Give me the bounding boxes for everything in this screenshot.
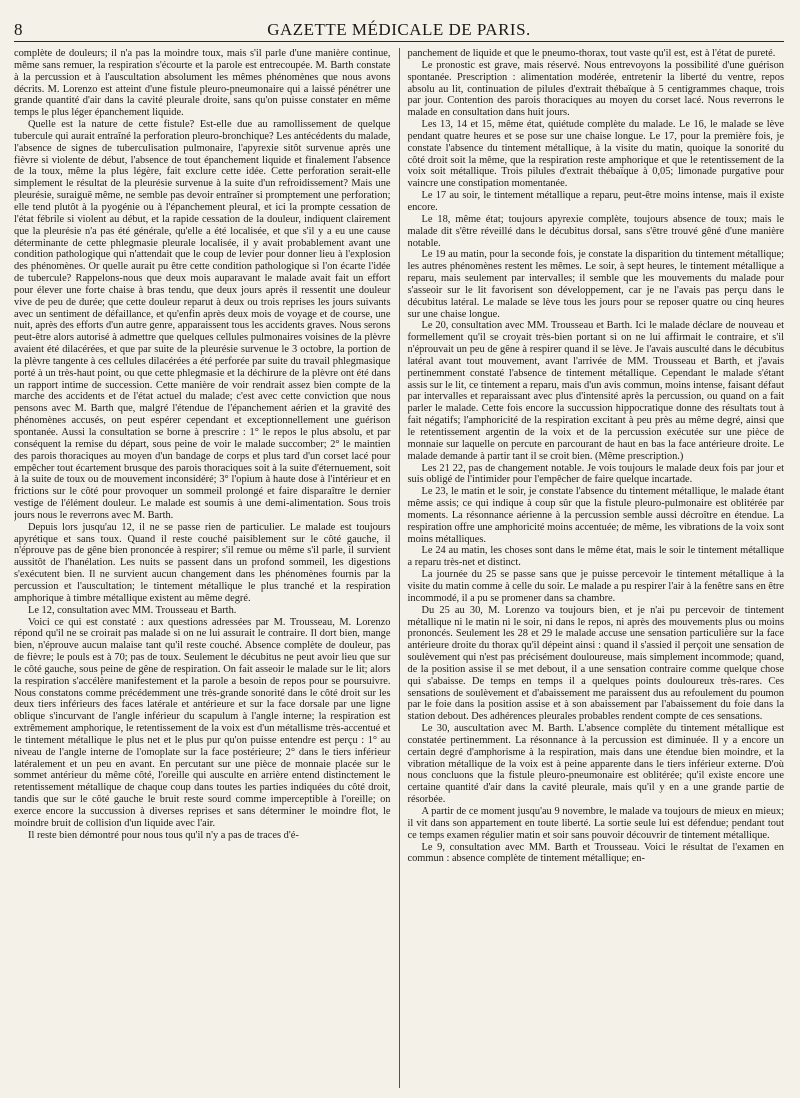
paragraph: Le 12, consultation avec MM. Trousseau et Barth. [28,604,237,616]
paragraph: Depuis lors jusqu'au 12, il ne se passe rien de particulier. Le malade est toujours apyrétique et sans toux. Quand il reste couché paisiblement sur le côté gauche, il n'éprouve pas de gêne bien prononcée à respirer; s'il remue ou même s'il parle, il survient aussitôt de l'hanélation. Les nuits se passent dans un profond sommeil, les digestions s'exécutent bien. Il ne survient aucun changement dans les phénomènes fournis par la percussion et l'auscultation; le tintement métallique le plus tranché et la respiration amphorique à timbre métallique existent au même degré. [14,521,391,604]
paragraph: Du 25 au 30, M. Lorenzo va toujours bien, et je n'ai pu percevoir de tintement métallique ni le matin ni le soir, ni dans le repos, ni après des mouvements plus ou moins prononcés. Seulement les 28 et 29 le malade accuse une sensation particulière sur la face antérieure droite du thorax qu'il dépeint ainsi : quand il s'assied il perçoit une sensation de soulèvement qui n'est pas précisément douloureuse, mais simplement incommode; quand, de la position assise il se met debout, il a une sensation contraire comme quelque chose qui s'abaisse. De temps en temps il a quelques points douloureux très-rares. Ces sensations de soulèvement et d'abaissement me paraissent dus au refoulement du poumon par le foie dans la position assise et à son abaissement par l'abaissement du foie dans la station debout. Des adhérences pleurales probables rendent compte de ces sensations. [407,604,784,723]
paragraph: Le 30, auscultation avec M. Barth. L'absence complète du tintement métallique est constatée pertinemment. La résonnance à la percussion est diminuée. Il y a encore un certain degré d'amphorisme à la respiration, mais dans une étendue bien moindre, et la vibration métallique de la voix est à peine apparente dans le tiers inférieur externe. D'où nous concluons que la fistule pleuro-pneumonaire est oblitérée; qu'il existe encore une certaine quantité d'air dans la cavité pleurale, mais qu'il y en a une grande partie de résorbée. [407,723,784,806]
paragraph: Il reste bien démontré pour nous tous qu'il n'y a pas de traces d'é- [28,829,299,841]
left-column [14,48,399,1088]
paragraph: panchement de liquide et que le pneumo-thorax, tout vaste qu'il est, est à l'état de pureté. [407,48,776,59]
paragraph: Le 20, consultation avec MM. Trousseau et Barth. Ici le malade déclare de nouveau et formellement qu'il se croyait très-bien portant si on ne lui affirmait le contraire, et s'il n'éprouvait un peu de gêne à respirer quand il se lève. Je l'avais ausculté dans le décubitus latéral avant tout mouvement, avant l'arrivée de MM. Trousseau et Barth, et j'avais pertinemment constaté l'absence de tintement métallique. Cependant le malade s'étant assis sur le lit, ce tintement a reparu, mais d'un avis commun, moins intense, faisant défaut par intervalles et reparaissant avec plus d'intensité après la percussion, ou quand on a fait parler le malade. Cette fois encore la succussion hippocratique donne des résultats tout à fait négatifs; l'amphoricité de la respiration excitant à peu près au même degré, ainsi que le retentissement argentin de la voix et de la percussion exécutée sur une pièce de monnaie sur laquelle on percute en parcourant de haut en bas la face antérieure droite. Le malade demande à partir tant il se croit bien. (Même prescription.) [407,320,784,462]
paragraph: Le 19 au matin, pour la seconde fois, je constate la disparition du tintement métallique; les autres phénomènes restent les mêmes. Le soir, à sept heures, le tintement métallique a reparu, mais seulement par intervalles; il semble que les mouvements du malade pour s'asseoir sur le lit favorisent son développement, car je ne l'avais pas perçu dans le décubitus latéral. Le malade se lève tous les jours pour se reposer quatre ou cinq heures sur une chaise longue. [407,249,784,320]
page-header [14,14,784,42]
paragraph: Quelle est la nature de cette fistule? Est-elle due au ramollissement de quelque tubercule qui aurait entraîné la perforation pleuro-bronchique? Les antécédents du malade, l'absence de signes de tuberculisation pulmonaire, l'apyrexie sitôt survenue après une fièvre si violente de début, l'absence de tout épanchement liquide et finalement l'absence de la toux, même la plus légère, fait exclure cette idée. Cette perforation serait-elle simplement le résultat de la pleurésie survenue à la suite d'un refroidissement? Mais une pleurésie, suraiguë même, ne semble pas devoir entraîner si promptement une perforation; elle tend plutôt à la pyogénie ou à l'épanchement pleural, et ici la prompte cessation de l'état fébrile si violent au début, et la rapide cessation de la douleur, indiquent clairement que la pleurésie n'a pas été générale, qu'elle a été localisée, et que s'il y a eu une cause déterminante de cette phlegmasie pleurale localisée, il y avait probablement avant une condition pathologique qui n'attendait que le coup de levier pour donner lieu à l'explosion des phénomènes. Or quelle aurait pu être cette condition pathologique si l'on écarte l'idée de tubercule? Rappelons-nous que deux mois auparavant le malade avait fait un effort pour élever une forte chaise à bras tendu, que deux jours après il ressentit une douleur vive de peu de durée; que cette douleur reparut à deux ou trois reprises les jours suivants avec un sentiment de défaillance, et qu'enfin après deux mois de voyage et de course, une nuit, après des efforts d'un autre genre, apparaissent tous les accidents graves. Nous serons peut-être alors autorisé à admettre que quelques cellules pulmonaires voisines de la plèvre avaient été dilacérées, et que par suite de la pleurésie survenue le 3 octobre, la portion de la plèvre tangente à ces cellules dilacérées a été perforée par suite du travail phlegmasique porté à un très-haut point, ou que cette phlegmasie et la déchirure de la plèvre ont été dans un rapport intime de succession. Cette manière de voir rendrait assez bien compte de la marche des accidents et de l'état actuel du malade; c'est avec cette conviction que nous pensons avec M. Barth que, malgré l'étendue de l'épanchement aérien et la gravité des phénomènes accusés, on peut espérer cependant et exceptionnellement une guérison spontanée. Aussi la consultation se borne à prescrire : 1° le repos le plus absolu, et par conséquent la remise du départ, sous peine de voir le malade succomber; 2° le maintien des parois thoraciques au moyen d'un bandage de corps et plus tard d'un corset lacé pour empêcher tout écartement brusque des parois thoraciques soit à la suite d'éternuement, soit à la suite de toux ou de mouvement inconsidéré; 3° l'opium à haute dose à l'intérieur et en frictions sur le côté pour provoquer un sommeil prolongé et faire disparaître le dernier vestige de l'élément douleur. Le malade est soumis à une demi-alimentation. Sous trois jours nous le reverrons avec M. Barth. [14,119,391,521]
paragraph: complète de douleurs; il n'a pas la moindre toux, mais s'il parle d'une manière continue, même sans remuer, la respiration s'écourte et la parole est entrecoupée. M. Barth constate à la percussion et à l'auscultation absolument les mêmes phénomènes que nous avons décrits. M. Lorenzo est atteint d'une fistule pleuro-pneumonaire qui a laissé pénétrer une grande quantité d'air dans la cavité pleurale droite, sans qu'on puisse constater en même temps le plus léger épanchement liquide. [14,48,391,119]
paragraph: Le 18, même état; toujours apyrexie complète, toujours absence de toux; mais le malade dit s'être réveillé dans le décubitus dorsal, sans s'être trouvé gêné d'une manière notable. [407,213,784,249]
paragraph: A partir de ce moment jusqu'au 9 novembre, le malade va toujours de mieux en mieux; il vit dans son appartement en toute liberté. La sortie seule lui est défendue; pendant tout ce temps examen régulier matin et soir sans pouvoir découvrir de tintement métallique. [407,806,784,841]
text-columns [14,48,784,1088]
paragraph: Les 21 22, pas de changement notable. Je vois toujours le malade deux fois par jour et suis obligé de l'intimider pour l'empêcher de faire quelque incartade. [407,462,784,486]
paragraph: Le 23, le matin et le soir, je constate l'absence du tintement métallique, le malade étant même assis; ce qui indique à coup sûr que la fistule pleuro-pulmonaire est oblitérée par moments. La résonnance aérienne à la percussion semble aussi décroître en étendue. La respiration offre une amphoricité moins accentuée; de même, les vibrations de la voix sont moins métalliques. [407,486,784,545]
paragraph: Les 13, 14 et 15, même état, quiétude complète du malade. Le 16, le malade se lève pendant quatre heures et se pose sur une chaise longue. Le 17, pour la première fois, je constate l'absence du tintement métallique, à la visite du matin, quoique la sonorité du côté droit soit la même, que la respiration reste amphorique et que le retentissement de la voix soit métallique. Trois pilules d'extrait thébaïque à 0,05; limonade purgative pour vaincre une constipation momentanée. [407,119,784,190]
paragraph: Le 24 au matin, les choses sont dans le même état, mais le soir le tintement métallique a reparu très-net et distinct. [407,545,784,569]
paragraph: Le 17 au soir, le tintement métallique a reparu, peut-être moins intense, mais il existe encore. [407,190,784,213]
page-number: 8 [14,20,23,39]
right-column [399,48,785,1088]
paragraph: Voici ce qui est constaté : aux questions adressées par M. Trousseau, M. Lorenzo répond qu'il ne se croirait pas malade si on ne lui assurait le contraire. Il dort bien, mange bien, n'éprouve aucun malaise tant qu'il reste couché. Absence complète de douleur, pas de fièvre; le pouls est à 70; pas de toux. Seulement le décubitus ne peut avoir lieu que sur le côté gauche, sous peine de gêne de respiration. On fait asseoir le malade sur le lit; alors la respiration s'accélère manifestement et la parole a besoin de repos pour se poursuivre. Nous constatons comme précédemment une très-grande sonorité dans le côté droit sur les deux tiers inférieurs des faces latérale et antérieure et sur la face dorsale par une ligne oblique s'incurvant de l'angle inférieur du scapulum à l'angle interne; la respiration est extrêmement amphorique, le retentissement de la voix est d'un métallisme très-accentué et le tintement métallique le plus net et le plus pur qu'on puisse entendre est perçu : 1° au niveau de l'angle interne de l'omoplate sur la face postérieure; 2° dans le tiers inférieur latéralement et un peu en avant. En percutant sur une pièce de monnaie placée sur le sommet antérieur du même côté, l'oreille qui ausculte en arrière entend distinctement le retentissement métallique de chaque coup dans toutes les parties indiquées du côté droit, tandis que sur le côté gauche le bruit reste sourd comme imperceptible à l'oreille; on exerce encore la succussion à diverses reprises et sans déterminer le moindre flot, le moindre bruit de collision d'un liquide avec l'air. [14,616,391,829]
paragraph: Le 9, consultation avec MM. Barth et Trousseau. Voici le résultat de l'examen en commun : absence complète de tintement métallique; en- [407,841,784,865]
journal-title: GAZETTE MÉDICALE DE PARIS. [267,20,531,39]
paragraph: La journée du 25 se passe sans que je puisse percevoir le tintement métallique à la visite du matin comme à celle du soir. Le malade a pu respirer l'air à la fenêtre sans en être incommodé, il a pu se promener dans sa chambre. [407,569,784,604]
paragraph: Le pronostic est grave, mais réservé. Nous entrevoyons la possibilité d'une guérison spontanée. Prescription : alimentation modérée, entretenir la liberté du ventre, repos absolu au lit, continuation de pilules d'extrait thébaïque à 5 centigrammes chaque, trois par jour. Contention des parois thoraciques au moyen du corset lacé. Nous reverrons le malade en consultation dans huit jours. [407,59,784,119]
